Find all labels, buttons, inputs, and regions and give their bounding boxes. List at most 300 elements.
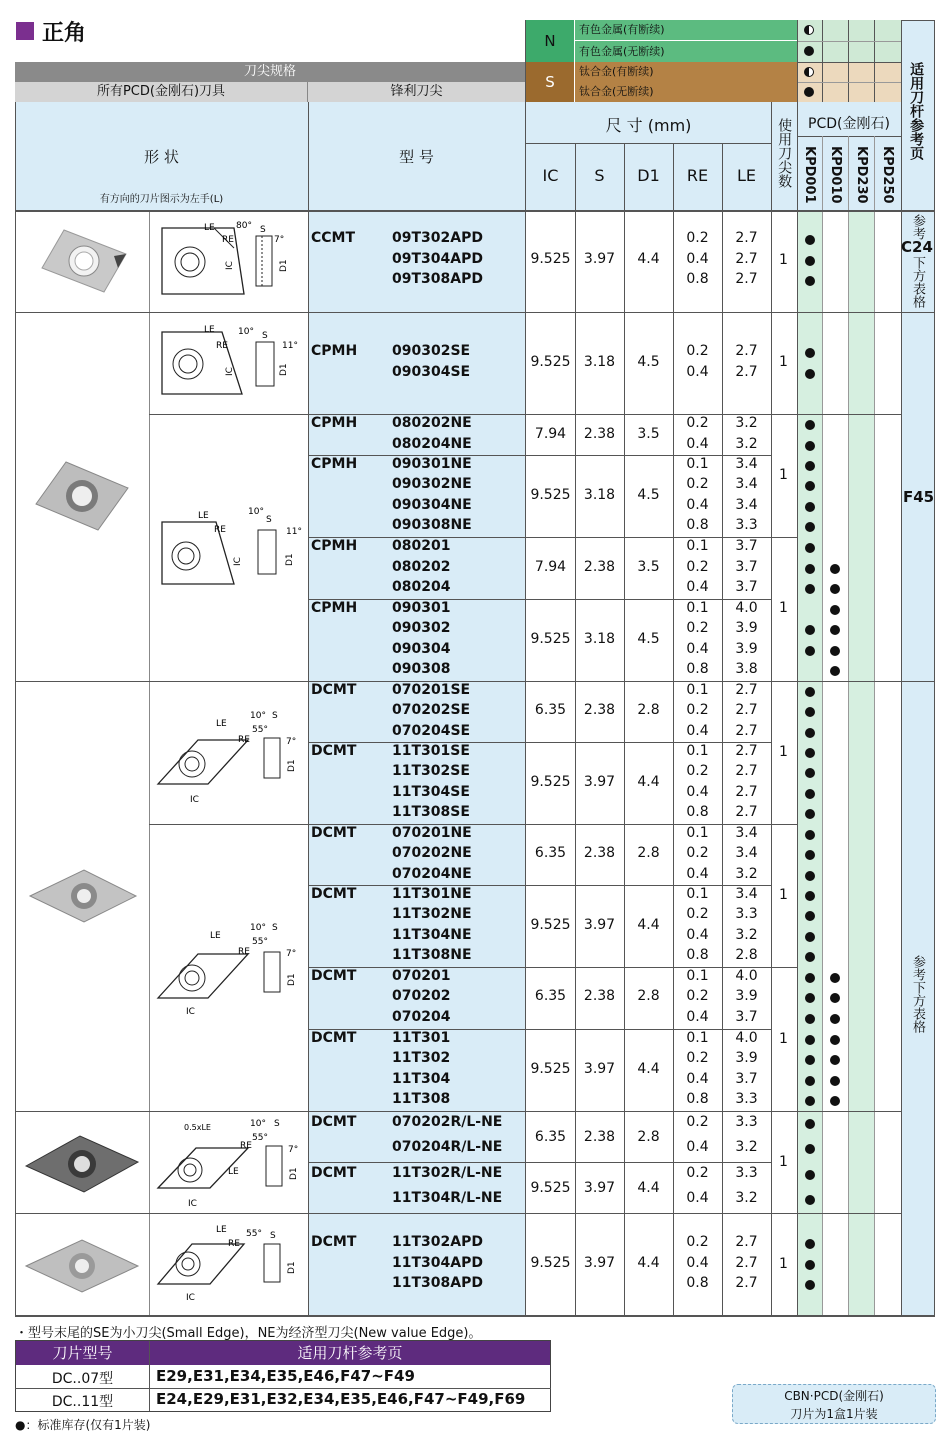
- svg-text:LE: LE: [216, 1225, 227, 1235]
- ic-value: 6.35: [534, 988, 567, 1005]
- model-number: 080201: [392, 538, 451, 554]
- le-value: 3.7: [735, 538, 758, 554]
- svg-text:RE: RE: [238, 947, 250, 957]
- ic-value: 9.525: [530, 1255, 571, 1272]
- re-value: 0.2: [686, 763, 709, 780]
- stock-dot: [830, 646, 840, 656]
- ic-value: 9.525: [530, 251, 571, 268]
- model-number: 090304NE: [392, 496, 472, 513]
- series-label: CPMH: [311, 415, 358, 431]
- ref-table-h2: 适用刀杆参考页: [150, 1341, 550, 1365]
- svg-text:10°: 10°: [250, 711, 266, 721]
- d1-value: 3.5: [637, 559, 660, 576]
- model-number: 11T302SE: [392, 763, 470, 780]
- model-number: 090302NE: [392, 476, 472, 493]
- col-re: RE: [686, 166, 709, 185]
- series-label: DCMT: [311, 1234, 357, 1250]
- svg-text:80°: 80°: [236, 221, 252, 231]
- svg-text:D1: D1: [279, 259, 289, 272]
- re-value: 0.1: [686, 886, 709, 902]
- svg-text:10°: 10°: [250, 1119, 266, 1129]
- corners-3: 1: [779, 467, 788, 483]
- le-value: 3.4: [735, 845, 758, 862]
- re-value: 0.8: [686, 1091, 709, 1108]
- stock-dot: [805, 1260, 815, 1270]
- legend-s-cell: S: [526, 62, 574, 102]
- stock-dot: [805, 830, 815, 840]
- re-value: 0.4: [686, 363, 709, 380]
- legend-halfdot-1: [804, 25, 814, 35]
- series-label: DCMT: [311, 682, 357, 698]
- svg-text:LE: LE: [204, 223, 215, 233]
- svg-text:IC: IC: [186, 1007, 195, 1017]
- s-value: 3.97: [583, 251, 616, 268]
- s-value: 3.97: [583, 773, 616, 790]
- ref-table-r1b: E29,E31,E34,E35,E46,F47~F49: [156, 1367, 415, 1385]
- model-number: 11T302APD: [392, 1234, 483, 1250]
- model-number: 11T304APD: [392, 1254, 483, 1271]
- s-value: 2.38: [583, 559, 616, 576]
- ref-f45: F45: [903, 488, 935, 506]
- svg-text:55°: 55°: [252, 1133, 268, 1143]
- svg-text:7°: 7°: [286, 949, 297, 959]
- drawing-cpmh: [152, 500, 304, 590]
- stock-dot: [830, 1014, 840, 1024]
- le-value: 2.7: [735, 804, 758, 821]
- svg-text:S: S: [274, 1119, 280, 1129]
- package-box-line2: 刀片为1盒1片装: [790, 1407, 878, 1421]
- model-number: 090304: [392, 640, 451, 657]
- drawing-dcmt: [152, 914, 304, 1024]
- model-number: 080204: [392, 579, 451, 596]
- model-number: 11T304NE: [392, 926, 472, 943]
- s-value: 3.97: [583, 1255, 616, 1272]
- stock-dot: [805, 871, 815, 881]
- re-value: 0.2: [686, 230, 709, 246]
- ic-value: 6.35: [534, 1129, 567, 1145]
- drawing-dcmt-se: [152, 700, 304, 810]
- d1-value: 2.8: [637, 845, 660, 862]
- le-value: 2.7: [735, 702, 758, 719]
- model-number: 11T304: [392, 1070, 451, 1087]
- model-number: 070201: [392, 968, 451, 984]
- re-value: 0.4: [686, 783, 709, 800]
- corners-8: 1: [779, 1154, 788, 1170]
- svg-text:7°: 7°: [288, 1145, 299, 1155]
- le-value: 2.7: [735, 722, 758, 739]
- le-value: 3.8: [735, 661, 758, 678]
- re-value: 0.2: [686, 343, 709, 359]
- re-value: 0.2: [686, 1234, 709, 1250]
- re-value: 0.2: [686, 558, 709, 575]
- le-value: 3.2: [735, 1139, 758, 1155]
- d1-value: 4.5: [637, 486, 660, 503]
- re-value: 0.2: [686, 1050, 709, 1067]
- ref-c24-c: 下方表格: [909, 256, 925, 308]
- re-value: 0.1: [686, 456, 709, 472]
- model-number: 070202R/L-NE: [392, 1114, 503, 1130]
- d1-value: 4.4: [637, 1255, 660, 1272]
- model-number: 070204R/L-NE: [392, 1139, 503, 1155]
- le-value: 2.7: [735, 1254, 758, 1271]
- d1-value: 4.4: [637, 773, 660, 790]
- model-number: 080202NE: [392, 415, 472, 431]
- sharp-edge-header: 锋利刀尖: [308, 82, 525, 102]
- model-number: 070202NE: [392, 845, 472, 862]
- model-number: 11T308APD: [392, 1275, 483, 1292]
- re-value: 0.8: [686, 947, 709, 964]
- corners-9: 1: [779, 1256, 788, 1272]
- stock-dot: [805, 973, 815, 983]
- re-value: 0.4: [686, 1008, 709, 1025]
- svg-text:10°: 10°: [248, 507, 264, 517]
- svg-text:RE: RE: [238, 735, 250, 745]
- stock-dot: [805, 256, 815, 266]
- stock-dot: [830, 1035, 840, 1045]
- model-number: 11T302: [392, 1050, 451, 1067]
- d1-value: 4.5: [637, 353, 660, 370]
- model-number: 11T301SE: [392, 743, 470, 759]
- svg-text:D1: D1: [287, 759, 297, 772]
- title-square: [16, 22, 34, 40]
- re-value: 0.4: [686, 865, 709, 882]
- stock-dot: [805, 461, 815, 471]
- model-number: 11T301: [392, 1030, 451, 1046]
- stock-dot: [805, 1119, 815, 1129]
- svg-text:RE: RE: [228, 1239, 240, 1249]
- svg-text:S: S: [260, 225, 266, 235]
- model-number: 070201NE: [392, 825, 472, 841]
- le-value: 3.3: [735, 906, 758, 923]
- stock-dot: [805, 1035, 815, 1045]
- re-value: 0.1: [686, 600, 709, 616]
- le-value: 3.2: [735, 926, 758, 943]
- series-label: DCMT: [311, 743, 357, 759]
- col-s: S: [594, 166, 605, 185]
- legend-halfdot-3: [804, 67, 814, 77]
- series-label: CPMH: [311, 600, 358, 616]
- drawing-cpmh-se: [152, 318, 304, 408]
- ref-table-h1: 刀片型号: [16, 1341, 149, 1365]
- svg-text:LE: LE: [228, 1167, 239, 1177]
- svg-text:RE: RE: [222, 235, 234, 245]
- svg-text:S: S: [272, 711, 278, 721]
- svg-text:RE: RE: [214, 525, 226, 535]
- stock-dot: [805, 420, 815, 430]
- model-number: 070204NE: [392, 865, 472, 882]
- model-number: 11T304R/L-NE: [392, 1190, 503, 1206]
- ic-value: 9.525: [530, 486, 571, 503]
- re-value: 0.4: [686, 435, 709, 452]
- stock-dot: [805, 687, 815, 697]
- svg-text:D1: D1: [287, 973, 297, 986]
- svg-text:D1: D1: [285, 553, 295, 566]
- stock-dot: [805, 1195, 815, 1205]
- drawing-dcmt-rl: [152, 1114, 304, 1210]
- le-value: 3.2: [735, 1190, 758, 1206]
- package-box-line1: CBN·PCD(金刚石): [784, 1389, 884, 1403]
- re-value: 0.1: [686, 968, 709, 984]
- stock-dot: [830, 605, 840, 615]
- le-value: 2.7: [735, 230, 758, 246]
- le-value: 3.3: [735, 1165, 758, 1181]
- svg-text:55°: 55°: [252, 937, 268, 947]
- model-number: 070202SE: [392, 702, 471, 719]
- svg-text:LE: LE: [216, 719, 227, 729]
- legend-n2: 有色金属(无断续): [575, 41, 797, 62]
- series-label: CPMH: [311, 456, 358, 472]
- re-value: 0.1: [686, 743, 709, 759]
- stock-dot: [805, 1144, 815, 1154]
- re-value: 0.2: [686, 906, 709, 923]
- model-number: 070202: [392, 988, 451, 1005]
- stock-dot: [805, 235, 815, 245]
- model-header: 型 号: [399, 148, 434, 166]
- s-value: 2.38: [583, 425, 616, 442]
- page-title: 正角: [42, 21, 87, 46]
- insert-photo-dcmt-rl: [22, 1132, 142, 1196]
- model-number: 11T308NE: [392, 947, 472, 964]
- svg-text:LE: LE: [204, 325, 215, 335]
- ic-value: 7.94: [534, 425, 567, 442]
- col-d1: D1: [637, 166, 660, 185]
- corners-7: 1: [779, 1031, 788, 1047]
- ic-value: 9.525: [530, 1180, 571, 1196]
- model-number: 090301NE: [392, 456, 472, 472]
- ref-lower: 参考下方表格: [909, 955, 925, 1033]
- s-value: 2.38: [583, 845, 616, 862]
- ic-value: 6.35: [534, 702, 567, 719]
- stock-dot: [830, 1055, 840, 1065]
- svg-text:LE: LE: [210, 931, 221, 941]
- corners-4: 1: [779, 600, 788, 616]
- le-value: 2.7: [735, 250, 758, 267]
- le-value: 2.7: [735, 343, 758, 359]
- d1-value: 2.8: [637, 702, 660, 719]
- le-value: 4.0: [735, 968, 758, 984]
- model-number: 090304SE: [392, 363, 471, 380]
- stock-dot: [830, 1096, 840, 1106]
- stock-dot: [805, 748, 815, 758]
- s-value: 3.18: [583, 353, 616, 370]
- model-number: 090301: [392, 600, 451, 616]
- corners-1: 1: [779, 252, 788, 268]
- le-value: 4.0: [735, 1030, 758, 1046]
- svg-text:7°: 7°: [274, 235, 285, 245]
- model-number: 070204: [392, 1008, 451, 1025]
- s-value: 3.18: [583, 486, 616, 503]
- insert-photo-dcmt-apd: [22, 1236, 142, 1296]
- re-value: 0.2: [686, 702, 709, 719]
- model-number: 070204SE: [392, 722, 471, 739]
- col-corners: 使用刀尖数: [776, 118, 793, 188]
- d1-value: 4.5: [637, 630, 660, 647]
- stock-dot: [805, 891, 815, 901]
- model-number: 090308: [392, 661, 451, 678]
- stock-dot: [805, 789, 815, 799]
- le-value: 3.7: [735, 579, 758, 596]
- le-value: 2.7: [735, 682, 758, 698]
- legend-s1: 钛合金(有断续): [575, 62, 797, 82]
- ref-table-r2a: DC..11型: [51, 1394, 114, 1410]
- le-value: 3.2: [735, 865, 758, 882]
- svg-text:55°: 55°: [246, 1229, 262, 1239]
- le-value: 3.7: [735, 558, 758, 575]
- series-label: DCMT: [311, 1030, 357, 1046]
- svg-text:11°: 11°: [286, 527, 302, 537]
- stock-dot: [830, 993, 840, 1003]
- legend-n-cell: N: [526, 20, 574, 62]
- model-number: 080202: [392, 558, 451, 575]
- model-number: 09T308APD: [392, 271, 483, 288]
- svg-text:55°: 55°: [252, 725, 268, 735]
- re-value: 0.1: [686, 825, 709, 841]
- svg-text:RE: RE: [240, 1141, 252, 1151]
- series-label: DCMT: [311, 968, 357, 984]
- svg-text:S: S: [270, 1231, 276, 1241]
- stock-dot: [805, 932, 815, 942]
- re-value: 0.1: [686, 1030, 709, 1046]
- col-le: LE: [736, 166, 757, 185]
- re-value: 0.8: [686, 517, 709, 534]
- legend-dot-4: [804, 87, 814, 97]
- stock-dot: [830, 584, 840, 594]
- ic-value: 6.35: [534, 845, 567, 862]
- spec-header: 刀尖规格: [15, 62, 525, 82]
- le-value: 3.4: [735, 476, 758, 493]
- stock-note: ●：标准库存(仅有1片装): [15, 1418, 151, 1432]
- le-value: 2.7: [735, 1275, 758, 1292]
- series-label: DCMT: [311, 886, 357, 902]
- kpd230-column-bg: [848, 210, 874, 1316]
- re-value: 0.4: [686, 926, 709, 943]
- s-value: 3.18: [583, 630, 616, 647]
- stock-dot: [805, 646, 815, 656]
- stock-dot: [805, 1014, 815, 1024]
- re-value: 0.2: [686, 476, 709, 493]
- le-value: 2.7: [735, 363, 758, 380]
- re-value: 0.4: [686, 1139, 709, 1155]
- corners-2: 1: [779, 354, 788, 370]
- model-number: 11T304SE: [392, 783, 470, 800]
- stock-dot: [830, 973, 840, 983]
- le-value: 3.4: [735, 456, 758, 472]
- svg-text:IC: IC: [190, 795, 199, 805]
- package-box: [732, 1384, 936, 1424]
- ic-value: 9.525: [530, 773, 571, 790]
- re-value: 0.4: [686, 1070, 709, 1087]
- stock-dot: [830, 625, 840, 635]
- model-number: 11T302NE: [392, 906, 472, 923]
- svg-text:IC: IC: [186, 1293, 195, 1303]
- stock-dot: [830, 564, 840, 574]
- stock-dot: [805, 728, 815, 738]
- re-value: 0.4: [686, 1254, 709, 1271]
- s-value: 3.97: [583, 1060, 616, 1077]
- stock-dot: [805, 1170, 815, 1180]
- grade-kpd010: KPD010: [827, 146, 843, 204]
- size-header: 尺 寸 (mm): [605, 116, 692, 135]
- drawing-dcmt-apd: [152, 1220, 304, 1310]
- d1-value: 4.4: [637, 1060, 660, 1077]
- re-value: 0.4: [686, 1190, 709, 1206]
- model-number: 09T304APD: [392, 250, 483, 267]
- le-value: 3.3: [735, 517, 758, 534]
- svg-text:IC: IC: [225, 261, 235, 270]
- le-value: 3.2: [735, 415, 758, 431]
- ref-header: 适用刀杆参考页: [908, 62, 925, 160]
- le-value: 3.9: [735, 988, 758, 1005]
- le-value: 2.8: [735, 947, 758, 964]
- all-pcd-header: 所有PCD(金刚石)刀具: [15, 82, 308, 102]
- stock-dot: [805, 564, 815, 574]
- svg-text:11°: 11°: [282, 341, 298, 351]
- insert-photo-cpmh: [32, 458, 132, 534]
- re-value: 0.2: [686, 988, 709, 1005]
- le-value: 3.3: [735, 1114, 758, 1130]
- svg-text:S: S: [272, 923, 278, 933]
- le-value: 2.7: [735, 763, 758, 780]
- le-value: 2.7: [735, 783, 758, 800]
- grade-kpd250: KPD250: [879, 146, 895, 204]
- stock-dot: [805, 502, 815, 512]
- series-label: CPMH: [311, 343, 358, 359]
- s-value: 2.38: [583, 702, 616, 719]
- s-value: 3.97: [583, 1180, 616, 1196]
- ref-table-r1a: DC..07型: [51, 1371, 114, 1387]
- svg-text:IC: IC: [225, 367, 235, 376]
- ic-value: 7.94: [534, 559, 567, 576]
- re-value: 0.2: [686, 1165, 709, 1181]
- re-value: 0.4: [686, 579, 709, 596]
- model-number: 09T302APD: [392, 230, 483, 246]
- model-number: 080204NE: [392, 435, 472, 452]
- svg-text:D1: D1: [287, 1261, 297, 1274]
- grade-kpd230: KPD230: [853, 146, 869, 204]
- model-number: 090302SE: [392, 343, 471, 359]
- ic-value: 9.525: [530, 630, 571, 647]
- stock-dot: [805, 543, 815, 553]
- ic-value: 9.525: [530, 1060, 571, 1077]
- legend-n1: 有色金属(有断续): [575, 20, 797, 40]
- insert-photo-ccmt: [38, 226, 130, 296]
- svg-text:D1: D1: [289, 1167, 299, 1180]
- stock-dot: [805, 1239, 815, 1249]
- svg-text:0.5xLE: 0.5xLE: [184, 1123, 211, 1132]
- le-value: 3.9: [735, 1050, 758, 1067]
- svg-text:S: S: [262, 331, 268, 341]
- le-value: 3.4: [735, 886, 758, 902]
- re-value: 0.1: [686, 538, 709, 554]
- svg-text:10°: 10°: [250, 923, 266, 933]
- re-value: 0.8: [686, 1275, 709, 1292]
- ref-c24-a: 参考: [909, 214, 925, 240]
- le-value: 3.4: [735, 825, 758, 841]
- s-value: 2.38: [583, 988, 616, 1005]
- d1-value: 3.5: [637, 425, 660, 442]
- re-value: 0.4: [686, 722, 709, 739]
- le-value: 2.7: [735, 1234, 758, 1250]
- drawing-ccmt: [152, 216, 304, 306]
- model-number: 090302: [392, 620, 451, 637]
- col-ic: IC: [542, 166, 559, 185]
- series-label: DCMT: [311, 825, 357, 841]
- ref-c24-b: C24: [901, 238, 933, 256]
- le-value: 3.3: [735, 1091, 758, 1108]
- d1-value: 4.4: [637, 1180, 660, 1196]
- corners-5: 1: [779, 744, 788, 760]
- shape-header: 形 状: [144, 148, 179, 166]
